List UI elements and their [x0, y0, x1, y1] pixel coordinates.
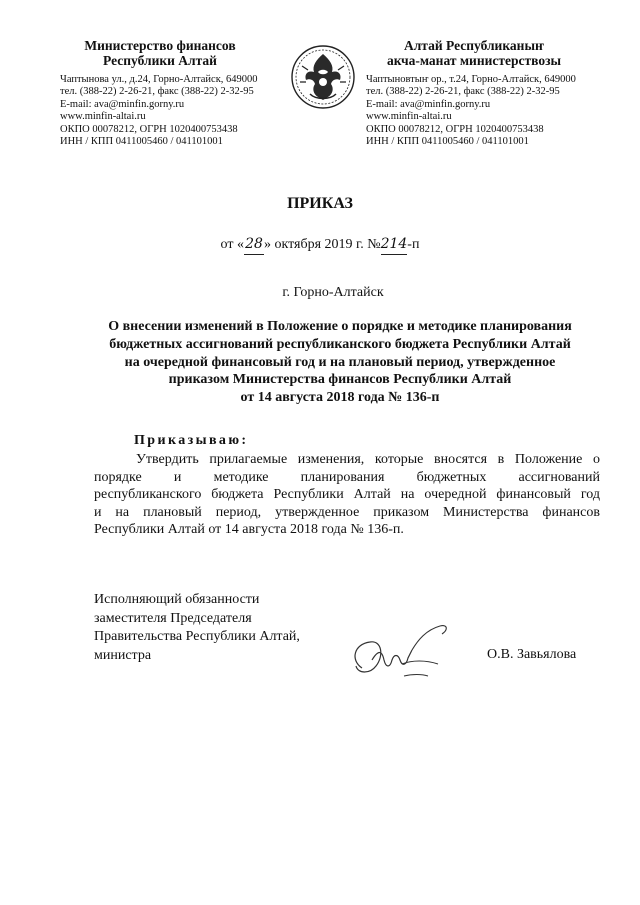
website-ru: www.minfin-altai.ru	[60, 111, 146, 123]
inn-ru: ИНН / КПП 0411005460 / 041101001	[60, 136, 223, 148]
email-ru: E-mail: ava@minfin.gorny.ru	[60, 98, 185, 110]
position-line: Правительства Республики Алтай,	[94, 629, 300, 644]
website-alt: www.minfin-altai.ru	[366, 111, 452, 123]
order-date-line	[0, 236, 640, 255]
subject-line: от 14 августа 2018 года № 136-п	[240, 390, 440, 406]
subject-line: бюджетных ассигнований республиканского бюджета Республики Алтай	[109, 336, 571, 352]
ministry-name-ru	[60, 38, 260, 68]
date-mid: » октября 2019 г. №	[263, 237, 381, 252]
email-alt: E-mail: ava@minfin.gorny.ru	[366, 98, 491, 110]
subject-line: приказом Министерства финансов Республики Алтай	[168, 372, 512, 388]
order-subject	[80, 318, 600, 407]
order-day: 28	[244, 236, 264, 255]
paragraph-line: Республики Алтай от 14 августа 2018 года № 136-п.	[94, 522, 404, 537]
paragraph-line: республиканского бюджета Республики Алтай на очередной финансовый год	[94, 487, 600, 502]
ministry-name-alt-line-1: Алтай Республиканыҥ	[403, 38, 544, 53]
signatory-name: О.В. Завьялова	[487, 647, 577, 662]
republic-emblem-icon	[288, 42, 358, 112]
date-prefix: от «	[220, 237, 244, 252]
inn-alt: ИНН / КПП 0411005460 / 041101001	[366, 136, 529, 148]
contacts-ru	[60, 74, 270, 148]
paragraph-line: Утвердить прилагаемые изменения, которые вносятся в Положение о	[136, 452, 600, 467]
position-line: заместителя Председателя	[94, 610, 252, 626]
ministry-name-ru-line-1: Министерство финансов	[84, 38, 236, 53]
address-ru: Чаптынова ул., д.24, Горно-Алтайск, 649000	[60, 74, 258, 85]
header-right	[366, 38, 606, 148]
contacts-alt	[366, 74, 606, 148]
document-title: ПРИКАЗ	[287, 195, 353, 212]
directive-word: Приказываю:	[134, 433, 249, 448]
paragraph-line: и на плановый период, утвержденное приказом Министерства финансов	[94, 504, 600, 520]
paragraph-line: порядке и методике планирования бюджетных ассигнований	[94, 469, 600, 485]
order-city: г. Горно-Алтайск	[282, 285, 384, 300]
ministry-name-ru-line-2: Республики Алтай	[103, 53, 217, 68]
header-left	[60, 38, 270, 148]
ministry-name-alt-line-2: акча-манат министерствозы	[386, 53, 562, 68]
body-paragraph	[94, 451, 600, 539]
phone-alt: тел. (388-22) 2-26-21, факс (388-22) 2-32-95	[366, 86, 560, 98]
position-line: Исполняющий обязанности	[94, 592, 260, 607]
handwritten-signature	[342, 620, 462, 690]
ministry-name-alt	[366, 38, 582, 68]
number-suffix: -п	[407, 237, 420, 252]
okpo-ru: ОКПО 00078212, ОГРН 1020400753438	[60, 123, 238, 135]
position-line: министра	[94, 647, 152, 663]
subject-line: на очередной финансовый год и на плановый период, утвержденное	[124, 354, 556, 370]
subject-line: О внесении изменений в Положение о порядке и методике планирования	[108, 319, 572, 334]
address-alt: Чаптыновтыҥ ор., т.24, Горно-Алтайск, 649000	[366, 74, 576, 85]
okpo-alt: ОКПО 00078212, ОГРН 1020400753438	[366, 123, 544, 135]
phone-ru: тел. (388-22) 2-26-21, факс (388-22) 2-32-95	[60, 86, 254, 98]
order-number: 214	[381, 236, 408, 255]
signatory-position	[94, 591, 300, 665]
